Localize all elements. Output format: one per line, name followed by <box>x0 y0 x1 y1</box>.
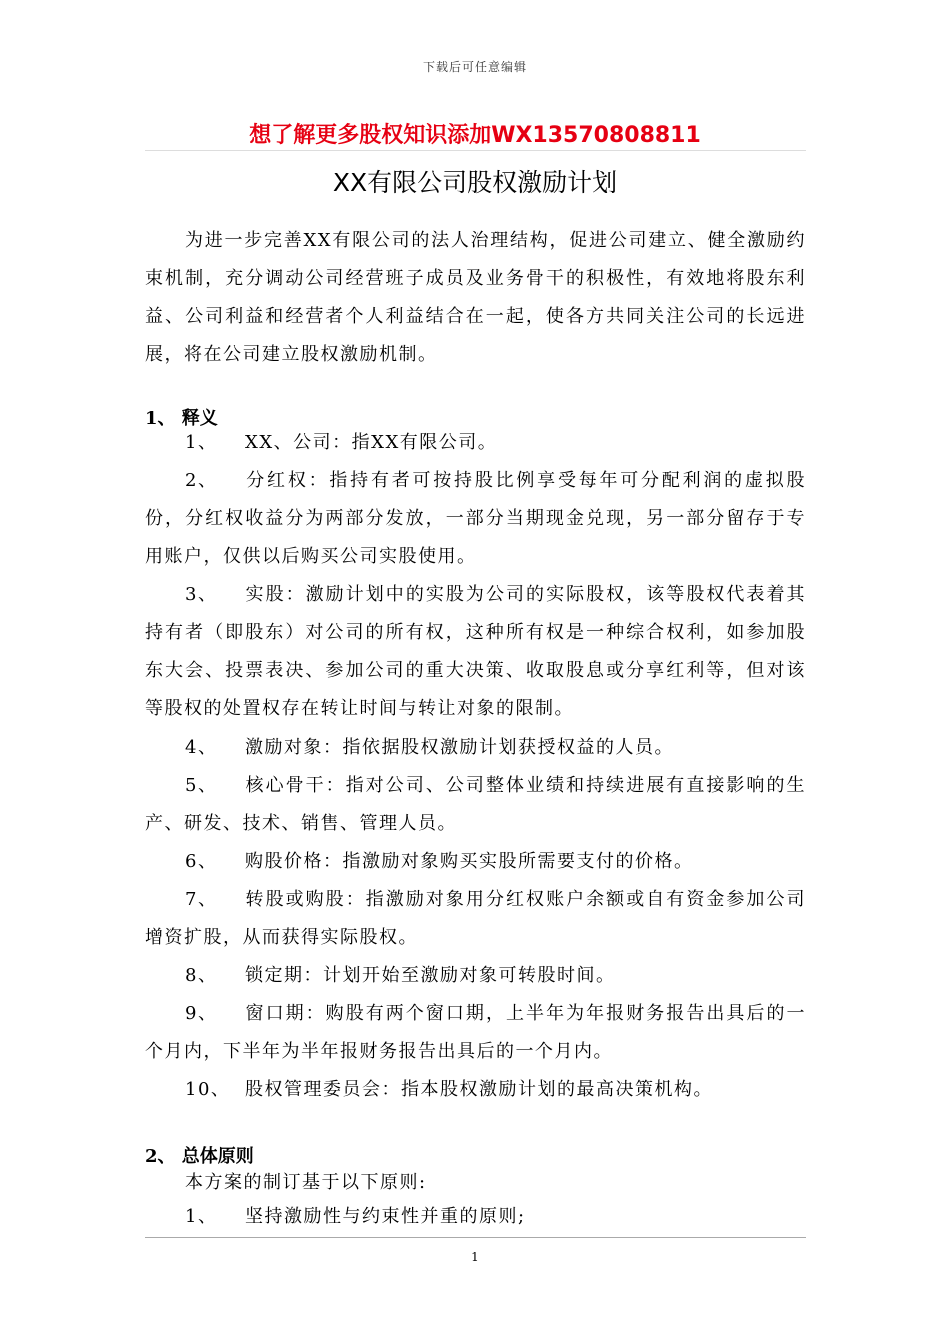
item-text: 锁定期：计划开始至激励对象可转股时间。 <box>245 965 616 986</box>
definition-item <box>145 1071 806 1109</box>
item-number: 4、 <box>185 737 218 758</box>
item-text: 分红权：指持有者可按持股比例享受每年可分配利润的虚拟股份，分红权收益分为两部分发放，一部分当期现金兑现，另一部分留存于专用账户，仅供以后购买公司实股使用。 <box>145 470 806 567</box>
header-note: 下载后可任意编辑 <box>422 60 527 74</box>
item-number: 1、 <box>185 1206 218 1227</box>
definition-item <box>145 767 806 843</box>
footer-divider <box>145 1237 806 1238</box>
item-text: 购股价格：指激励对象购买实股所需要支付的价格。 <box>245 851 694 872</box>
item-text: 转股或购股：指激励对象用分红权账户余额或自有资金参加公司增资扩股，从而获得实际股权。 <box>145 889 806 948</box>
definition-item <box>145 729 806 767</box>
item-number: 5、 <box>185 775 218 796</box>
definition-item <box>145 462 806 576</box>
item-number: 2、 <box>185 470 218 491</box>
definition-item <box>145 957 806 995</box>
item-number: 9、 <box>185 1003 218 1024</box>
item-number: 3、 <box>185 584 218 605</box>
principle-item <box>145 1198 806 1236</box>
intro-paragraph: 为进一步完善XX有限公司的法人治理结构，促进公司建立、健全激励约束机制，充分调动公司经营班子成员及业务骨干的积极性，有效地将股东利益、公司利益和经营者个人利益结合在一起，使各方共同关注公司的长远进展，将在公司建立股权激励机制。 <box>145 230 806 365</box>
promo-divider <box>145 150 806 151</box>
definition-item <box>145 424 806 462</box>
page-number: 1 <box>471 1250 479 1264</box>
promo-banner: 想了解更多股权知识添加WX13570808811 <box>249 123 701 148</box>
item-text: 实股：激励计划中的实股为公司的实际股权，该等股权代表着其持有者（即股东）对公司的所有权，这种所有权是一种综合权利，如参加股东大会、投票表决、参加公司的重大决策、收取股息或分享红利等，但对该等股权的处置权存在转让时间与转让对象的限制。 <box>145 584 806 719</box>
definition-item <box>145 881 806 957</box>
item-text: 激励对象：指依据股权激励计划获授权益的人员。 <box>245 737 674 758</box>
item-number: 10、 <box>185 1079 231 1100</box>
principles-lead: 本方案的制订基于以下原则: <box>185 1172 427 1193</box>
item-text: 窗口期：购股有两个窗口期，上半年为年报财务报告出具后的一个月内，下半年为半年报财务报告出具后的一个月内。 <box>145 1003 806 1062</box>
item-text: 核心骨干：指对公司、公司整体业绩和持续进展有直接影响的生产、研发、技术、销售、管理人员。 <box>145 775 806 834</box>
definition-item <box>145 843 806 881</box>
document-title: XX有限公司股权激励计划 <box>332 168 618 197</box>
definition-item <box>145 995 806 1071</box>
section-heading-principles: 2、 总体原则 <box>145 1146 254 1167</box>
item-number: 7、 <box>185 889 218 910</box>
item-number: 6、 <box>185 851 218 872</box>
item-number: 8、 <box>185 965 218 986</box>
item-text: 坚持激励性与约束性并重的原则; <box>245 1206 526 1227</box>
item-text: XX、公司：指XX有限公司。 <box>245 432 498 453</box>
item-text: 股权管理委员会：指本股权激励计划的最高决策机构。 <box>245 1079 713 1100</box>
item-number: 1、 <box>185 432 218 453</box>
section-heading-definitions: 1、 释义 <box>145 408 218 429</box>
definition-item <box>145 576 806 728</box>
